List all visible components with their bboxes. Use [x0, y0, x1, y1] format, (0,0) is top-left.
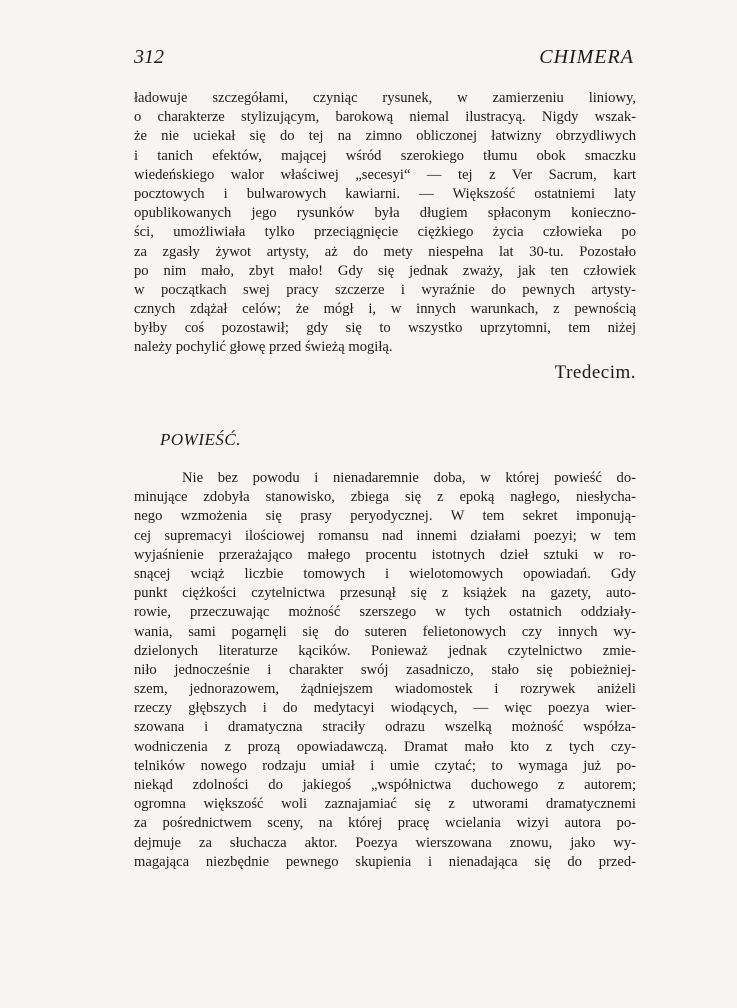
running-header	[134, 46, 634, 74]
text-line: szowana i dramatyczna straciły odrazu wszelką możność współza-	[134, 719, 636, 736]
text-line: dzielonych literaturze kącików. Ponieważ jednak czytelnictwo zmie-	[134, 642, 636, 659]
text-line: wyjaśnienie przerażająco małego procentu istotnych dzieł sztuki w ro-	[134, 546, 636, 563]
text-line: wodniczenia z prozą opowiadawczą. Dramat mało kto z tych czy-	[134, 738, 636, 755]
text-line: za pośrednictwem sceny, na której pracę wcielania wizyi autora po-	[134, 815, 636, 832]
section-heading: POWIEŚĆ.	[160, 430, 241, 449]
text-line: dejmuje za słuchacza aktor. Poezya wierszowana znowu, jako wy-	[134, 834, 636, 851]
text-line: w początkach swej pracy szczerze i wyraźnie do pewnych artysty-	[134, 281, 636, 298]
first-paragraph	[134, 89, 636, 358]
text-line: cej supremacyi ilościowej romansu nad innemi działami poezyi; w tem	[134, 527, 636, 544]
journal-title: CHIMERA	[539, 46, 634, 68]
text-line: należy pochylić głowę przed świeżą mogiłą.	[134, 339, 393, 356]
text-line: Nie bez powodu i nienadaremnie doba, w której powieść do-	[182, 470, 636, 486]
second-paragraph	[134, 469, 636, 872]
text-line: niło jednocześnie i charakter swój zasadniczo, stało się pobieżniej-	[134, 661, 636, 678]
text-line: niekąd zdolności do jakiegoś „współnictwa duchowego z autorem;	[134, 777, 636, 793]
text-line: o charakterze stylizującym, barokową niemal ilustracyą. Nigdy wszak-	[134, 109, 636, 126]
author-signature: Tredecim.	[554, 362, 636, 383]
text-line: za zgasły żywot artysty, aż do mety niespełna lat 30-tu. Pozostało	[134, 243, 636, 260]
text-line: nego wzmożenia się prasy peryodycznej. W tem sekret imponują-	[134, 508, 636, 525]
text-line: po nim mało, zbyt mało! Gdy się jednak zważy, jak ten człowiek	[134, 262, 636, 279]
page-number: 312	[134, 46, 164, 68]
text-line: punkt ciężkości czytelnictwa przesunął się z książek na gazety, auto-	[134, 585, 636, 602]
text-line: wania, sami pogarnęli się do suteren felietonowych czy innych wy-	[134, 623, 636, 640]
text-line: magająca niezbędnie pewnego skupienia i nienadająca się do przed-	[134, 853, 636, 870]
text-line: ładowuje szczegółami, czyniąc rysunek, w zamierzeniu liniowy,	[134, 90, 636, 106]
text-line: i tanich efektów, mającej wśród szerokiego tłumu obok smaczku	[134, 147, 636, 164]
text-line: szem, jednorazowem, żądniejszem wiadomostek i rozrywek aniżeli	[134, 681, 636, 698]
text-line: opublikowanych jego rysunków była długiem spłaconym konieczno-	[134, 205, 636, 222]
text-line: rzeczy głębszych i do medytacyi wiodących, — więc poezya wier-	[134, 700, 636, 717]
text-line: telników nowego rodzaju umiał i umie czytać; to wymaga już po-	[134, 757, 636, 774]
text-line: cznych zdążał celów; że mógł i, w innych warunkach, z pewnością	[134, 301, 636, 318]
text-line: że nie uciekał się do tej na zimno obliczonej łatwizny obrzydliwych	[134, 128, 636, 145]
text-line: rowie, przeczuwając możność szerszego w tych ostatnich oddziały-	[134, 604, 636, 621]
text-line: minujące zdobyła stanowisko, zbiega się z epoką nagłego, niesłycha-	[134, 489, 636, 506]
text-line: pocztowych i bulwarowych kawiarni. — Większość ostatniemi laty	[134, 185, 636, 202]
text-line: byłby coś pozostawił; gdy się to wszystko uprzytomni, tem niżej	[134, 320, 636, 337]
text-line: ogromna większość woli zaznajamiać się z utworami dramatycznemi	[134, 796, 636, 813]
text-line: ści, umożliwiała tylko przeciągnięcie ciężkiego życia człowieka po	[134, 224, 636, 241]
text-line: wiedeńskiego walor właściwej „secesyi“ — tej z Ver Sacrum, kart	[134, 166, 636, 183]
text-line: snącej wciąż liczbie tomowych i wielotomowych opowiadań. Gdy	[134, 565, 636, 582]
